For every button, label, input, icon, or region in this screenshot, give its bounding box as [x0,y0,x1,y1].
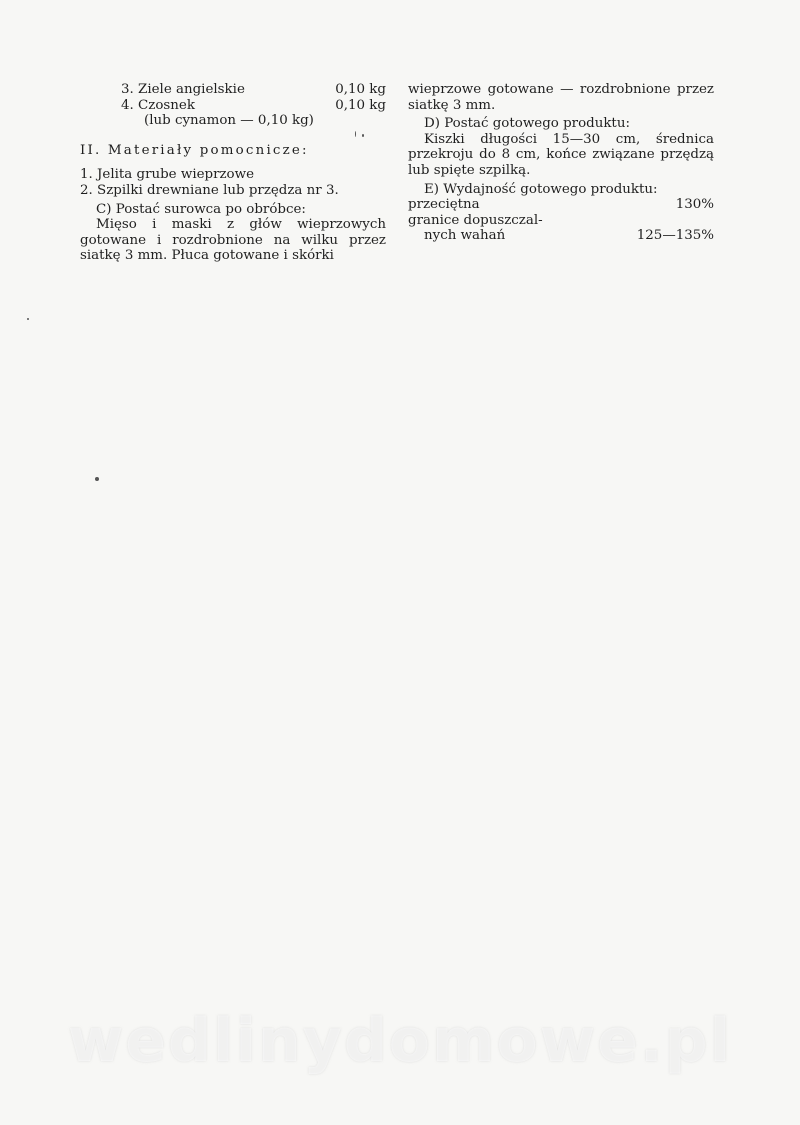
ingredient-row-3 [80,82,386,98]
yield-average-row [408,197,714,213]
yield-limits-label-line1: granice dopuszczal- [408,212,543,228]
yield-limits-row [408,228,714,244]
scan-speck [95,477,99,481]
section-heading-d: D) Postać gotowego produktu: [424,116,630,132]
aux-item-1: 1. Jelita grube wieprzowe [80,167,255,183]
ingredient-amount: 0,10 kg [335,82,386,97]
section-d-paragraph: Kiszki długości 15—30 cm, średnica przekroju do 8 cm, końce związane przędzą lub spięte szpilką. [408,131,714,178]
scan-speck [362,134,364,137]
yield-average-label: przeciętna [408,197,480,213]
scan-speck [27,318,29,320]
scan-speck [355,131,356,137]
ingredient-row-4 [80,98,386,114]
ingredient-note: (lub cynamon — 0,10 kg) [144,113,314,129]
section-heading-e: E) Wydajność gotowego produktu: [424,181,658,197]
section-heading-c: C) Postać surowca po obróbce: [96,201,306,217]
ingredient-label: 3. Ziele angielskie [121,82,245,97]
watermark: wedlinydomowe.pl [67,1006,733,1076]
section-c-paragraph: Mięso i maski z głów wieprzowych gotowane i rozdrobnione na wilku przez siatkę 3 mm. Płuca gotowane i skórki [80,217,386,264]
continuation-paragraph: wieprzowe gotowane — rozdrobnione przez siatkę 3 mm. [408,82,714,113]
yield-limits-label: nych wahań [424,228,506,244]
yield-average-value: 130% [675,197,714,213]
section-heading-auxiliary: II. Materiały pomocnicze: [80,142,309,158]
yield-limits-value: 125—135% [636,228,714,244]
aux-item-2: 2. Szpilki drewniane lub przędza nr 3. [80,182,339,198]
right-column [408,82,714,244]
ingredient-amount: 0,10 kg [335,97,386,113]
ingredient-label: 4. Czosnek [121,97,195,113]
left-column [80,82,386,264]
